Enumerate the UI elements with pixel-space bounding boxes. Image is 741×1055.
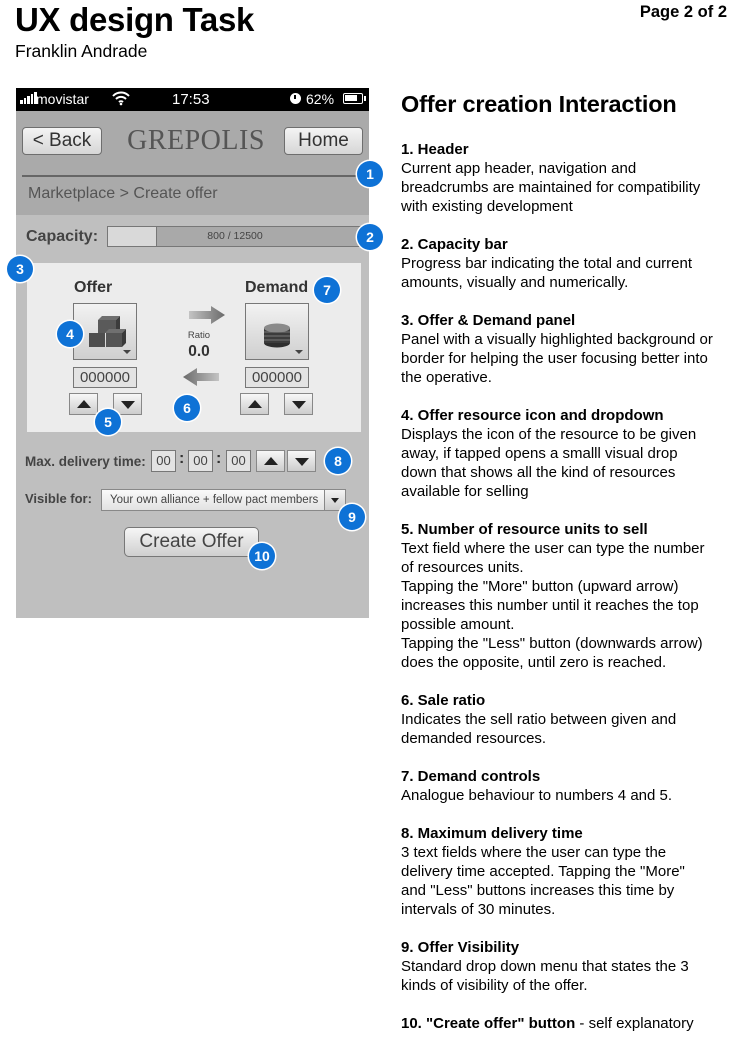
demand-amount-input[interactable]: 000000	[245, 367, 309, 388]
app-logo: GREPOLIS	[127, 125, 265, 156]
header-divider	[22, 175, 362, 177]
note-text: - self explanatory	[575, 1015, 694, 1032]
note-heading: 6. Sale ratio	[401, 692, 486, 709]
delivery-more-button[interactable]	[256, 450, 285, 472]
offer-label: Offer	[74, 279, 113, 296]
status-bar	[16, 88, 369, 111]
note-text: increases this number until it reaches the top	[401, 597, 699, 614]
callout-badge-2: 2	[357, 224, 383, 250]
note-heading: 1. Header	[401, 141, 469, 158]
note-text: Panel with a visually highlighted background or	[401, 331, 713, 348]
note-text: Displays the icon of the resource to be given	[401, 426, 697, 443]
note-text: kinds of visibility of the offer.	[401, 977, 588, 994]
back-button[interactable]: < Back	[22, 127, 102, 155]
capacity-label: Capacity:	[26, 228, 99, 245]
app-header	[16, 111, 369, 215]
arrow-left-icon	[183, 368, 219, 386]
ratio-value: 0.0	[188, 343, 210, 360]
offer-less-button[interactable]	[113, 393, 142, 415]
create-offer-button[interactable]: Create Offer	[124, 527, 259, 557]
battery-icon	[343, 93, 363, 104]
note-4	[401, 406, 739, 501]
time-separator: :	[179, 450, 185, 467]
note-text: amounts, visually and numerically.	[401, 274, 629, 291]
note-text: Analogue behaviour to numbers 4 and 5.	[401, 787, 673, 804]
callout-badge-4: 4	[57, 321, 83, 347]
offer-more-button[interactable]	[69, 393, 98, 415]
delivery-seconds-input[interactable]: 00	[226, 450, 251, 472]
page-number: Page 2 of 2	[639, 3, 727, 21]
notes-column	[401, 91, 739, 1052]
note-heading: 8. Maximum delivery time	[401, 825, 583, 842]
note-text: does the opposite, until zero is reached.	[401, 654, 667, 671]
carrier-name: movistar	[36, 91, 89, 107]
note-7	[401, 767, 739, 805]
callout-badge-8: 8	[325, 448, 351, 474]
battery-percent: 62%	[306, 91, 335, 107]
home-button[interactable]: Home	[284, 127, 363, 155]
demand-resource-dropdown[interactable]	[245, 303, 309, 360]
note-2	[401, 235, 739, 292]
visibility-label: Visible for:	[25, 491, 92, 506]
callout-badge-5: 5	[95, 409, 121, 435]
chevron-down-icon	[123, 350, 131, 354]
signal-icon	[20, 92, 37, 104]
demand-label: Demand	[245, 279, 309, 296]
status-time: 17:53	[172, 91, 210, 108]
note-heading: 7. Demand controls	[401, 768, 541, 785]
note-text: Progress bar indicating the total and current	[401, 255, 692, 272]
delivery-time-label: Max. delivery time:	[25, 454, 146, 469]
time-separator: :	[216, 450, 222, 467]
notes-title: Offer creation Interaction	[401, 91, 677, 117]
note-5	[401, 520, 739, 672]
note-text: breadcrumbs are maintained for compatibility	[401, 179, 701, 196]
note-text: delivery time accepted. Tapping the "More"	[401, 863, 685, 880]
note-text: Text field where the user can type the number	[401, 540, 705, 557]
callout-badge-1: 1	[357, 161, 383, 187]
note-6	[401, 691, 739, 748]
note-heading: 2. Capacity bar	[401, 236, 508, 253]
note-text: Current app header, navigation and	[401, 160, 637, 177]
offer-amount-input[interactable]: 000000	[73, 367, 137, 388]
note-text: Indicates the sell ratio between given and	[401, 711, 677, 728]
note-text: 3 text fields where the user can type the	[401, 844, 667, 861]
callout-badge-3: 3	[7, 256, 33, 282]
note-text: Tapping the "Less" button (downwards arrow)	[401, 635, 703, 652]
ratio-label: Ratio	[187, 330, 211, 341]
note-text: Tapping the "More" button (upward arrow)	[401, 578, 679, 595]
callout-badge-7: 7	[314, 277, 340, 303]
note-heading: 5. Number of resource units to sell	[401, 521, 648, 538]
note-text: intervals of 30 minutes.	[401, 901, 556, 918]
arrow-right-icon	[189, 306, 225, 324]
callout-badge-9: 9	[339, 504, 365, 530]
note-text: available for selling	[401, 483, 529, 500]
demand-less-button[interactable]	[284, 393, 313, 415]
note-text: Standard drop down menu that states the 3	[401, 958, 689, 975]
capacity-progress-bar	[107, 226, 363, 247]
note-text: with existing development	[401, 198, 573, 215]
breadcrumb[interactable]: Marketplace > Create offer	[28, 185, 218, 202]
chevron-down-icon	[295, 350, 303, 354]
note-heading: 3. Offer & Demand panel	[401, 312, 576, 329]
document-author: Franklin Andrade	[15, 41, 148, 61]
delivery-minutes-input[interactable]: 00	[188, 450, 213, 472]
delivery-less-button[interactable]	[287, 450, 316, 472]
note-text: and "Less" buttons increases this time by	[401, 882, 675, 899]
note-text: demanded resources.	[401, 730, 547, 747]
note-text: down that shows all the kind of resources	[401, 464, 676, 481]
note-heading: 4. Offer resource icon and dropdown	[401, 407, 664, 424]
note-9	[401, 938, 739, 995]
note-text: of resources units.	[401, 559, 524, 576]
phone-mockup	[16, 88, 374, 618]
note-10	[401, 1014, 739, 1033]
callout-badge-10: 10	[249, 543, 275, 569]
note-1	[401, 140, 739, 216]
note-heading: 9. Offer Visibility	[401, 939, 520, 956]
wifi-icon	[112, 90, 130, 109]
capacity-value: 800 / 12500	[207, 230, 263, 242]
note-8	[401, 824, 739, 919]
delivery-hours-input[interactable]: 00	[151, 450, 176, 472]
callout-badge-6: 6	[174, 395, 200, 421]
note-heading: 10. "Create offer" button	[401, 1015, 576, 1032]
demand-more-button[interactable]	[240, 393, 269, 415]
clock-icon	[290, 93, 301, 104]
note-text: possible amount.	[401, 616, 515, 633]
note-3	[401, 311, 739, 387]
note-text: the operative.	[401, 369, 492, 386]
note-text: away, if tapped opens a smalll visual drop	[401, 445, 678, 462]
document-title: UX design Task	[15, 1, 255, 38]
visibility-select[interactable]: Your own alliance + fellow pact members	[101, 489, 325, 511]
note-text: border for helping the user focusing better into	[401, 350, 708, 367]
